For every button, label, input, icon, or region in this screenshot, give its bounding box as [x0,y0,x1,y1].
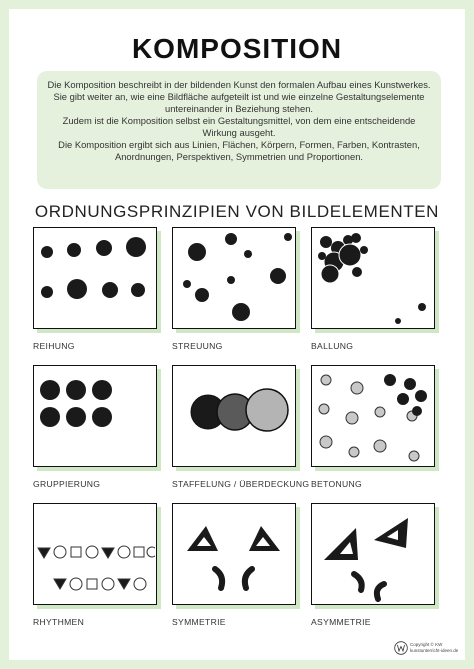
worksheet [9,9,465,660]
principle-label: RHYTHMEN [33,617,85,627]
clustered-dots-illustration [311,227,435,329]
intro-paragraph: Die Komposition beschreibt in der bildenden Kunst den formalen Aufbau eines Kunstwerkes. [47,79,431,90]
row-of-dots-illustration [33,227,157,329]
intro-box [37,71,441,189]
overlapping-circles-illustration [172,365,296,467]
intro-paragraph: Die Komposition ergibt sich aus Linien, Flächen, Körpern, Formen, Farben, Kontrasten, Anordnungen, Perspektiven, Symmetrien und Proportionen. [58,139,420,162]
principle-label: ASYMMETRIE [311,617,371,627]
intro-paragraph: Sie gibt weiter an, wie eine Bildfläche aufgeteilt ist und wie einzelne Gestaltungselemente untereinander in Beziehung stehen. [53,91,425,114]
rhythm-shapes-illustration [33,503,157,605]
copyright-text [410,642,458,653]
asymmetric-face-illustration [311,503,435,605]
grouped-dots-illustration [33,365,157,467]
emphasis-dots-illustration [311,365,435,467]
page-title: KOMPOSITION [131,33,343,64]
principle-label: REIHUNG [33,341,75,351]
principle-label: BALLUNG [311,341,354,351]
intro-paragraph: Zudem ist die Komposition selbst ein Gestaltungsmittel, von dem eine entscheidende Wirkung ausgeht. [62,115,416,138]
section-subtitle: ORDNUNGSPRINZIPIEN VON BILDELEMENTEN [34,202,440,221]
copyright-line: Copyright © KW [410,642,443,647]
footer [394,641,464,657]
kw-logo-icon [394,641,408,655]
principle-label: SYMMETRIE [172,617,226,627]
symmetric-face-illustration [172,503,296,605]
scattered-dots-illustration [172,227,296,329]
principle-label: BETONUNG [311,479,362,489]
website-line: kunstunterricht-ideen.de [410,647,459,653]
principle-label: GRUPPIERUNG [33,479,101,489]
principle-label: STREUUNG [172,341,223,351]
principle-label: STAFFELUNG / ÜBERDECKUNG [172,479,310,489]
